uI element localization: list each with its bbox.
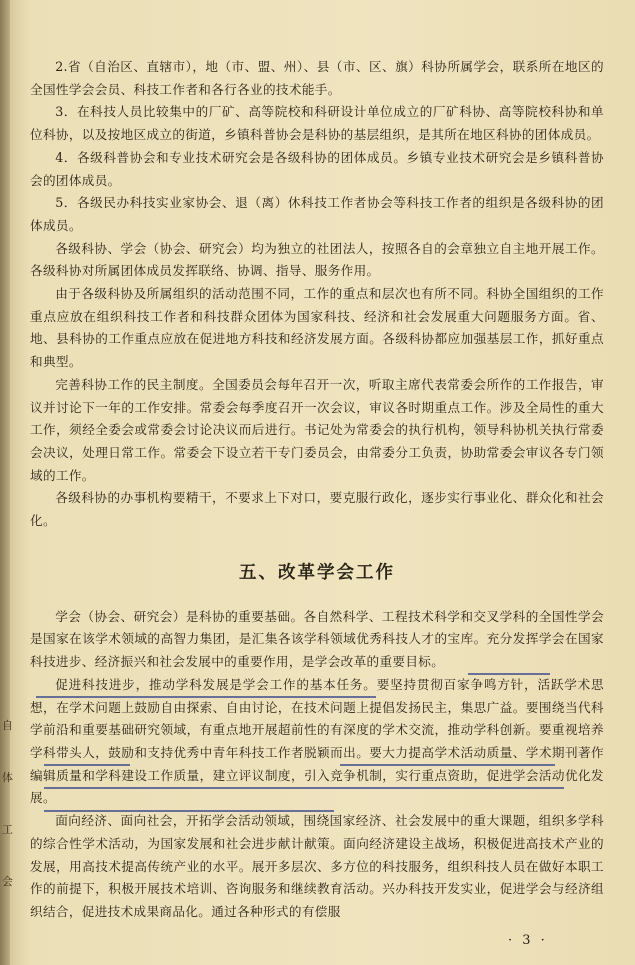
- paragraph: 面向经济、面向社会，开拓学会活动领域，围绕国家经济、社会发展中的重大课题，组织多学科的综合性学术活动，为国家发展和社会进步献计献策。面向经济建设主战场，积极促进高技术产业的发展，用高技术提高传统产业的水平。展开多层次、多方位的科技服务，组织科技人员在做好本职工作的前提下，积极开展技术培训、咨询服务和继续教育活动。兴办科技开发实业，促进学会与经济组织结合，促进技术成果商品化。通过各种形式的有偿服: [30, 813, 604, 919]
- paragraph: 促进科技进步，推动学科发展是学会工作的基本任务。要坚持贯彻百家争鸣方针，活跃学术思想，在学术问题上鼓励自由探索、自由讨论，在技术问题上提倡发扬民主，集思广益。要围绕当代科学前沿和重要基础研究领域，有重点地开展超前性的有深度的学术交流，推动学科创新。要重视培养学科带头人，鼓励和支持优秀中青年科技工作者脱颖而出。要大力提高学术活动质量、学术期刊著作编辑质量和学科建设工作质量，建立评议制度，引入竞争机制，实行重点资助，促进学会活动优化发展。: [30, 676, 604, 806]
- page-number: · 3 ·: [508, 933, 548, 948]
- section-title: 五、改革学会工作: [239, 562, 395, 583]
- pen-underline: [44, 787, 564, 789]
- paragraph: 4．各级科普协会和专业技术研究会是各级科协的团体成员。乡镇专业技术研究会是乡镇科普协会的团体成员。: [30, 149, 604, 188]
- margin-mark: 自: [2, 719, 13, 732]
- pen-underline: [340, 764, 555, 766]
- paragraph: 各级科协、学会（协会、研究会）均为独立的社团法人，按照各自的会章独立自主地开展工作。各级科协对所属团体成员发挥联络、协调、指导、服务作用。: [30, 240, 604, 279]
- paragraph: 3．在科技人员比较集中的厂矿、高等院校和科研设计单位成立的厂矿科协、高等院校科协和单位科协，以及按地区成立的街道，乡镇科普协会是科协的基层组织，是其所在地区科协的团体成员。: [30, 104, 604, 143]
- paragraph: 由于各级科协及所属组织的活动范围不同，工作的重点和层次也有所不同。科协全国组织的工作重点应放在组织科技工作者和科技群众团体为国家科技、经济和社会发展重大问题服务方面。省、地、县科协的工作重点应放在促进地方科技和经济发展方面。各级科协都应加强基层工作，抓好重点和典型。: [30, 286, 604, 370]
- document-body: [30, 56, 604, 924]
- paragraph: 5．各级民办科技实业家协会、退（离）休科技工作者协会等科技工作者的组织是各级科协的团体成员。: [30, 195, 604, 233]
- paragraph: 各级科协的办事机构要精干，不要求上下对口，要克服行政化，逐步实行事业化、群众化和社会化。: [30, 490, 604, 529]
- pen-underline: [44, 764, 130, 766]
- margin-mark: 工: [2, 823, 13, 836]
- paragraph: 2.省（自治区、直辖市），地（市、盟、州）、县（市、区、旗）科协所属学会，联系所在地区的全国性学会会员、科技工作者和各行各业的技术能手。: [30, 59, 604, 97]
- margin-marks: [2, 700, 16, 908]
- paragraph: 学会（协会、研究会）是科协的重要基础。各自然科学、工程技术科学和交叉学科的全国性学会是国家在该学术领域的高智力集团，是汇集各该学科领域优秀科技人才的宝库。充分发挥学会在国家科技进步、经济振兴和社会发展中的重要作用，是学会改革的重要目标。: [30, 608, 604, 670]
- pen-underline: [468, 673, 550, 675]
- margin-mark: 会: [2, 875, 13, 888]
- pen-underline: [44, 810, 334, 812]
- paragraph: 完善科协工作的民主制度。全国委员会每年召开一次，听取主席代表常委会所作的工作报告，审议并讨论下一年的工作安排。常委会每季度召开一次会议，审议各时期重点工作。涉及全局性的重大工作，须经全委会或常委会讨论决议而后进行。书记处为常委会的执行机构，领导科协机关执行常委会决议，处理日常工作。常委会下设立若干专门委员会，由常委分工负责，协助常委会审议各专门领域的工作。: [30, 376, 604, 483]
- pen-underline: [36, 696, 376, 698]
- margin-mark: 体: [2, 771, 13, 784]
